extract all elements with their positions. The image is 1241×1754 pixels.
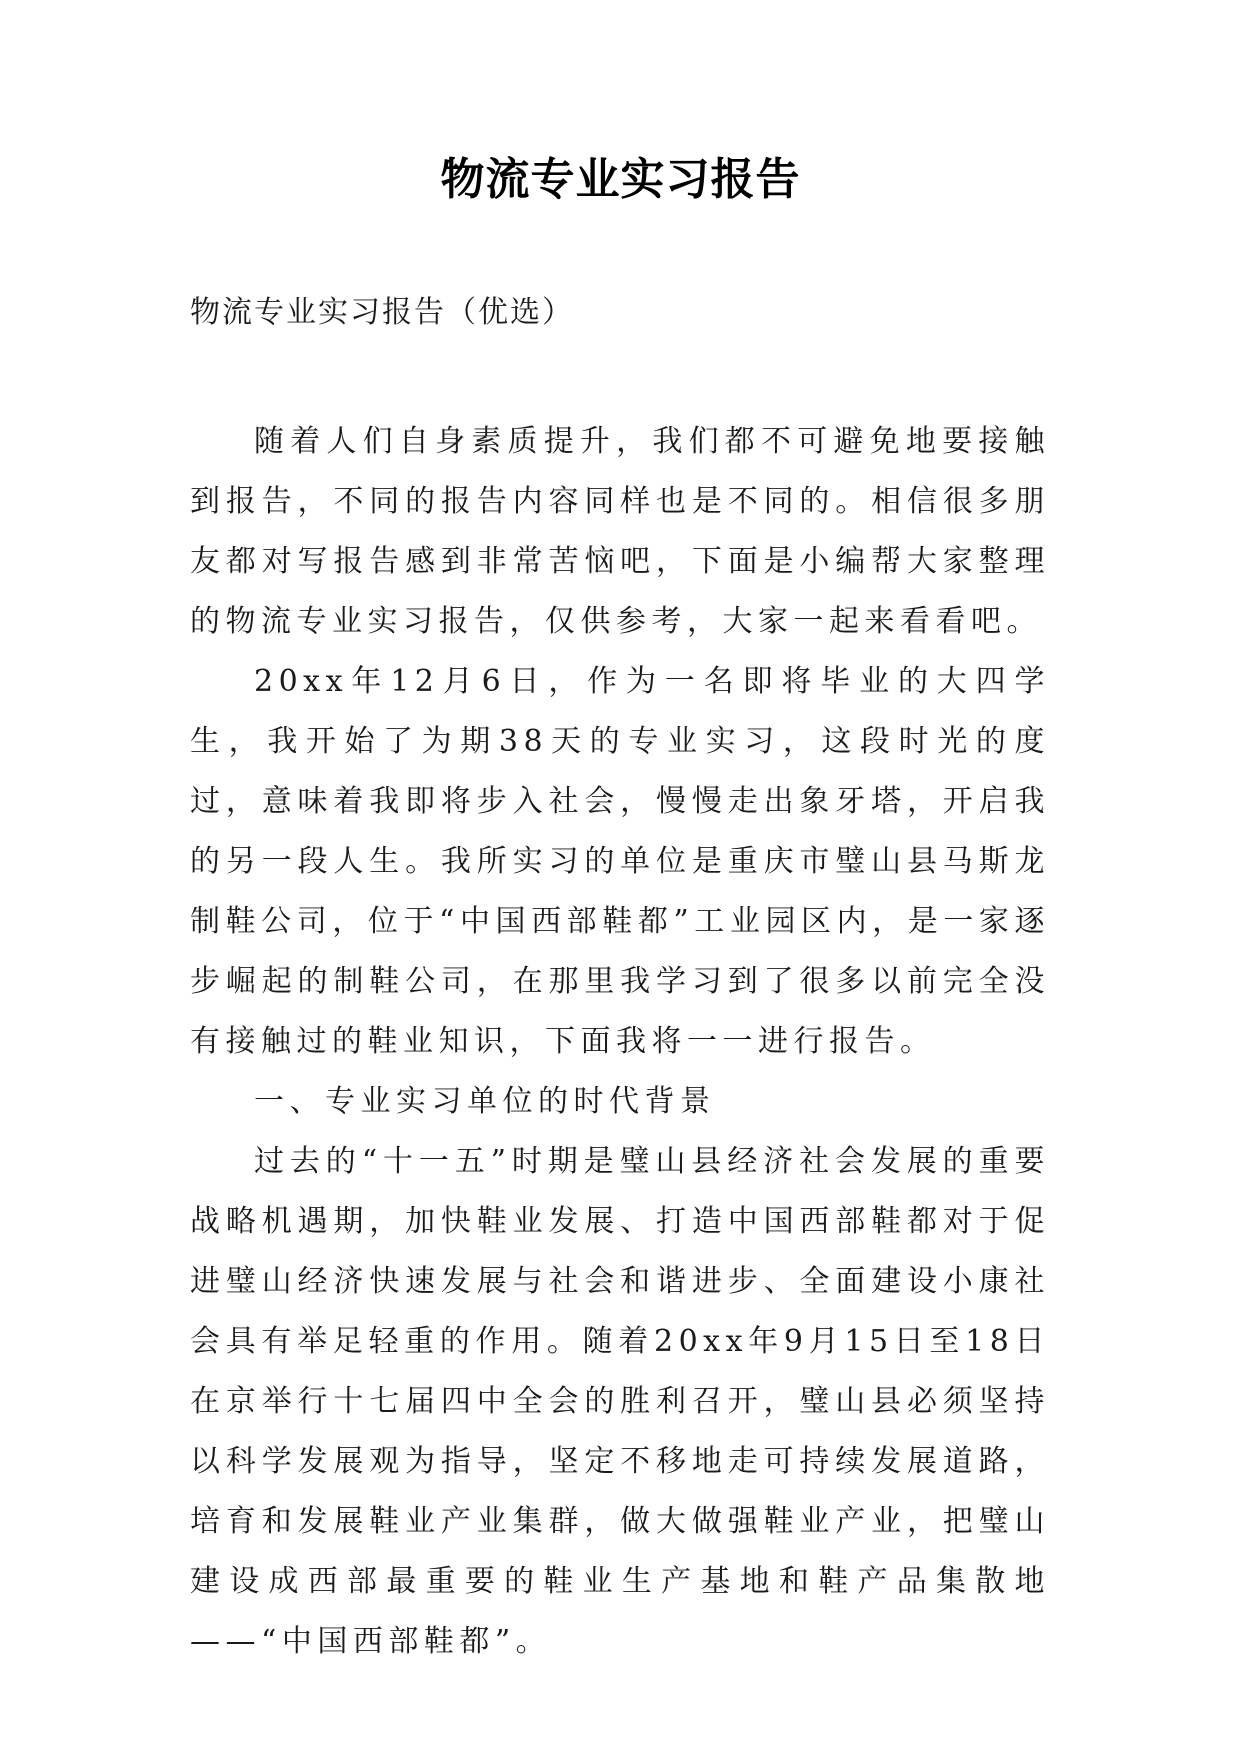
document-body <box>190 412 1050 1672</box>
paragraph-intro: 随着人们自身素质提升，我们都不可避免地要接触到报告，不同的报告内容同样也是不同的。相信很多朋友都对写报告感到非常苦恼吧，下面是小编帮大家整理的物流专业实习报告，仅供参考，大家一起来看看吧。 <box>190 424 1050 639</box>
document-title: 物流专业实习报告 <box>440 154 801 205</box>
paragraph-background: 过去的“十一五”时期是璧山县经济社会发展的重要战略机遇期，加快鞋业发展、打造中国西部鞋都对于促进璧山经济快速发展与社会和谐进步、全面建设小康社会具有举足轻重的作用。随着20xx年9月15日至18日在京举行十七届四中全会的胜利召开，璧山县必须坚持以科学发展观为指导，坚定不移地走可持续发展道路，培育和发展鞋业产业集群，做大做强鞋业产业，把璧山建设成西部最重要的鞋业生产基地和鞋产品集散地——“中国西部鞋都”。 <box>190 1144 1050 1659</box>
paragraph-internship-start: 20xx年12月6日，作为一名即将毕业的大四学生，我开始了为期38天的专业实习，这段时光的度过，意味着我即将步入社会，慢慢走出象牙塔，开启我的另一段人生。我所实习的单位是重庆市璧山县马斯龙制鞋公司，位于“中国西部鞋都”工业园区内，是一家逐步崛起的制鞋公司，在那里我学习到了很多以前完全没有接触过的鞋业知识，下面我将一一进行报告。 <box>190 664 1050 1059</box>
section-heading-background: 一、专业实习单位的时代背景 <box>254 1084 716 1119</box>
document-subtitle: 物流专业实习报告（优选） <box>190 295 574 330</box>
